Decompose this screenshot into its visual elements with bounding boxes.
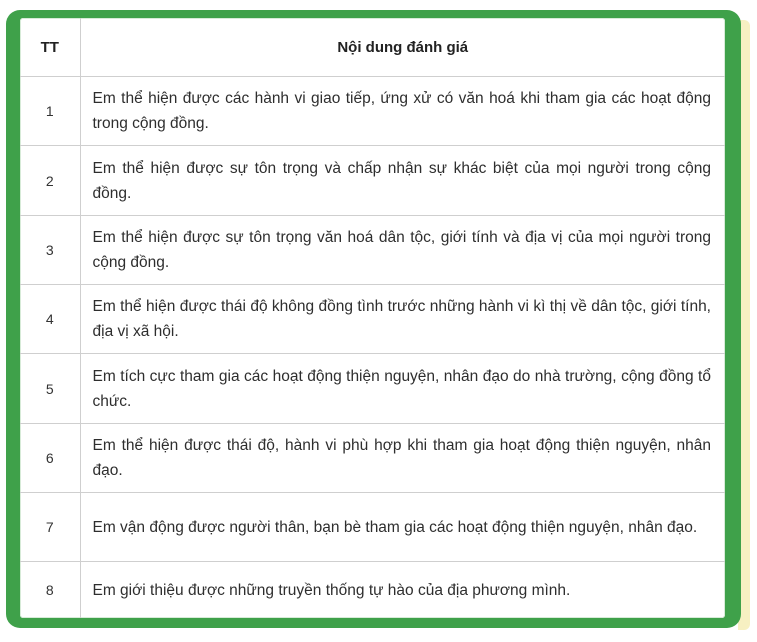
row-content: Em thể hiện được sự tôn trọng và chấp nhận sự khác biệt của mọi người trong cộng đồng. — [80, 146, 725, 215]
row-number: 1 — [20, 77, 80, 146]
table-row — [20, 146, 725, 215]
row-number: 6 — [20, 423, 80, 492]
row-number: 2 — [20, 146, 80, 215]
header-content: Nội dung đánh giá — [80, 18, 725, 77]
row-number: 3 — [20, 215, 80, 284]
table-frame — [6, 10, 741, 628]
table-panel — [20, 18, 725, 618]
row-content: Em thể hiện được sự tôn trọng văn hoá dân tộc, giới tính và địa vị của mọi người trong cộng đồng. — [80, 215, 725, 284]
row-content: Em thể hiện được các hành vi giao tiếp, ứng xử có văn hoá khi tham gia các hoạt động trong cộng đồng. — [80, 77, 725, 146]
table-row — [20, 423, 725, 492]
row-content: Em thể hiện được thái độ, hành vi phù hợp khi tham gia hoạt động thiện nguyện, nhân đạo. — [80, 423, 725, 492]
table-row — [20, 354, 725, 423]
row-content: Em tích cực tham gia các hoạt động thiện nguyện, nhân đạo do nhà trường, cộng đồng tổ chức. — [80, 354, 725, 423]
row-number: 5 — [20, 354, 80, 423]
row-content: Em giới thiệu được những truyền thống tự hào của địa phương mình. — [92, 581, 571, 599]
row-number: 4 — [20, 285, 80, 354]
assessment-table — [20, 18, 725, 618]
table-row — [20, 562, 725, 618]
table-row — [20, 215, 725, 284]
table-row — [20, 77, 725, 146]
row-number: 7 — [20, 493, 80, 562]
table-header-row — [20, 18, 725, 77]
header-tt: TT — [20, 18, 80, 77]
row-content: Em thể hiện được thái độ không đồng tình trước những hành vi kì thị về dân tộc, giới tính, địa vị xã hội. — [80, 285, 725, 354]
row-content: Em vận động được người thân, bạn bè tham gia các hoạt động thiện nguyện, nhân đạo. — [80, 493, 725, 562]
row-number: 8 — [20, 562, 80, 618]
table-row — [20, 493, 725, 562]
table-row — [20, 285, 725, 354]
